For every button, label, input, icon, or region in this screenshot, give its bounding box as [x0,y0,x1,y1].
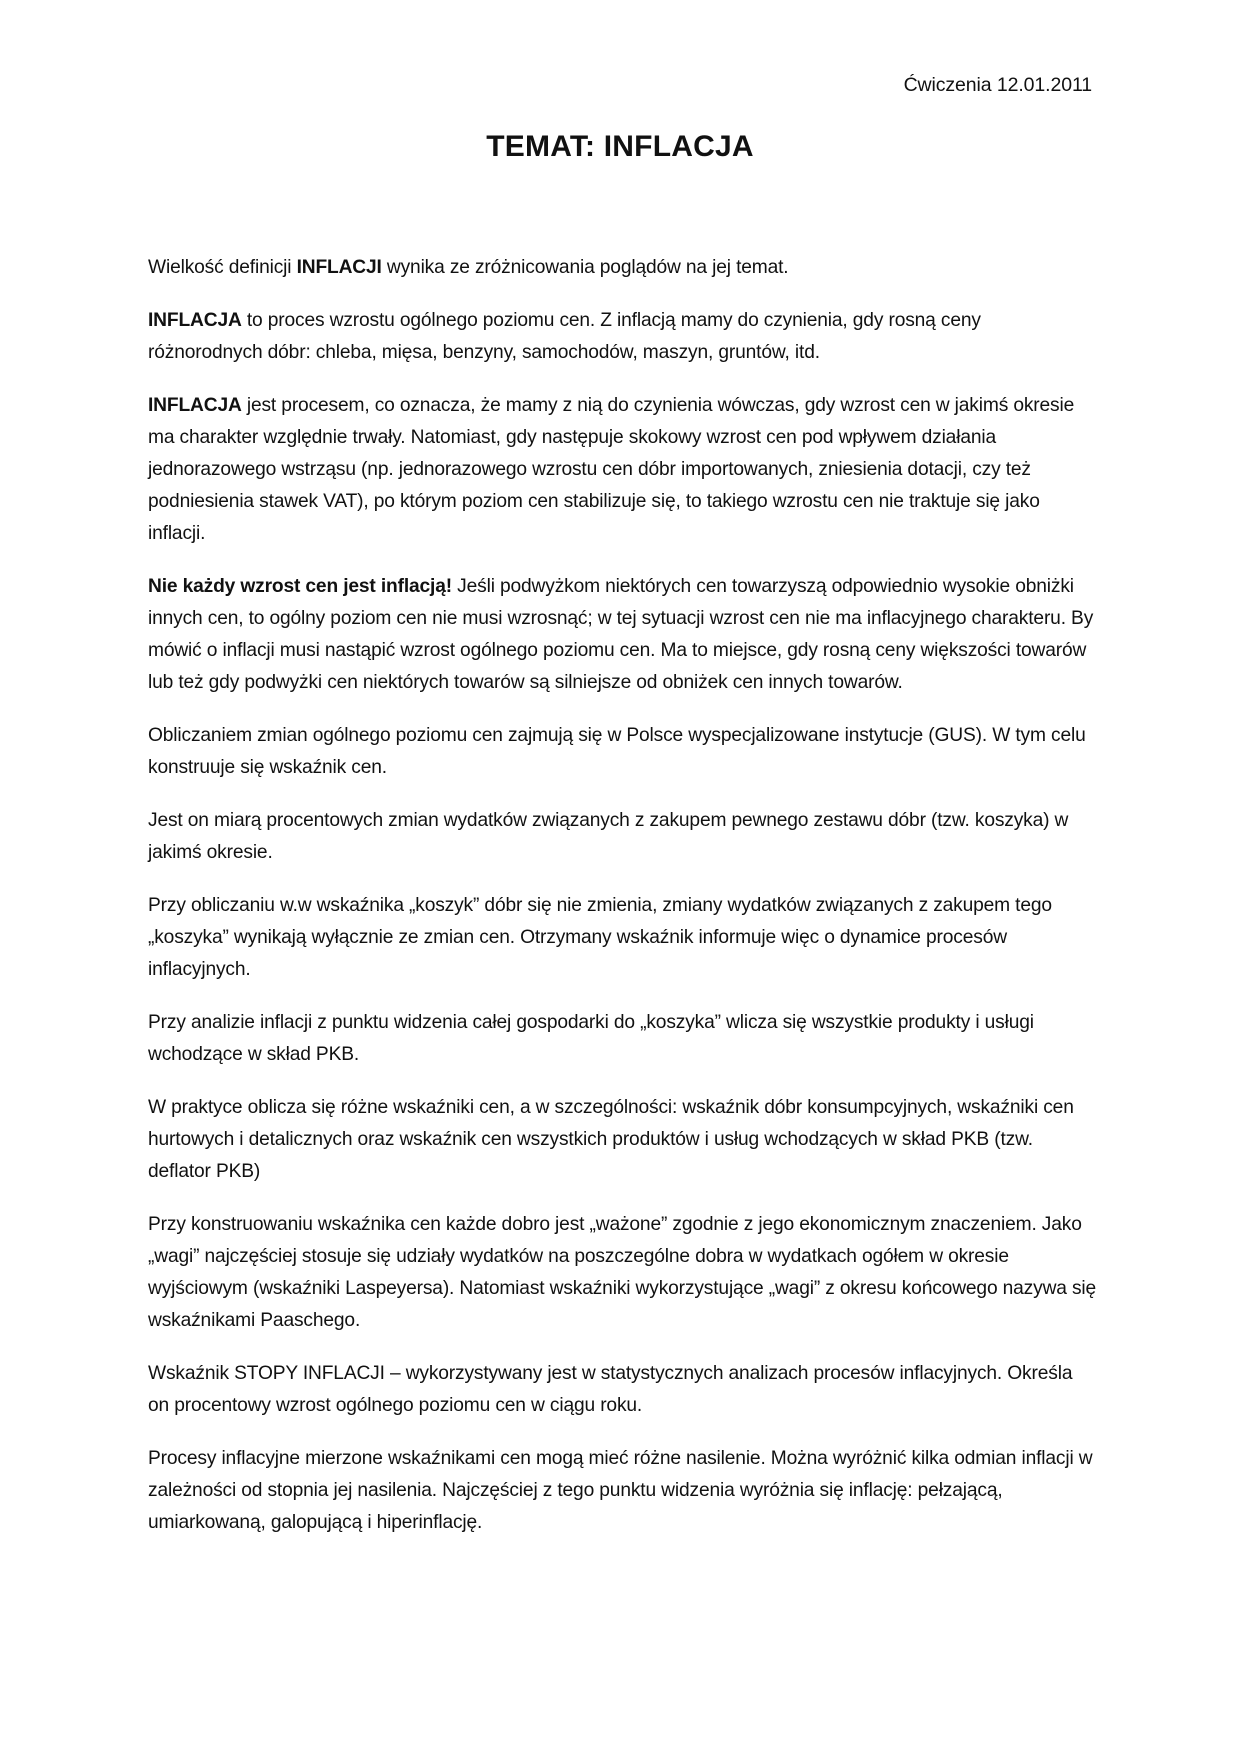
document-body [148,252,1098,1560]
paragraph-price-indices: W praktyce oblicza się różne wskaźniki cen, a w szczególności: wskaźnik dóbr konsumpcyjnych, wskaźniki cen hurtowych i detalicznych oraz wskaźnik cen wszystkich produktów i usług wchodzących w skład PKB (tzw. deflator PKB) [148,1097,1074,1182]
paragraph-definition-intro [148,252,1098,284]
paragraph-inflation-rate: Wskaźnik STOPY INFLACJI – wykorzystywany jest w statystycznych analizach procesów inflacyjnych. Określa on procentowy wzrost ogólnego poziomu cen w ciągu roku. [148,1363,1073,1416]
paragraph-bold-term: INFLACJA [148,310,242,331]
paragraph-text: Wielkość definicji [148,257,297,278]
paragraph-basket-measure: Jest on miarą procentowych zmian wydatków związanych z zakupem pewnego zestawu dóbr (tzw. koszyka) w jakimś okresie. [148,810,1069,863]
paragraph-gus: Obliczaniem zmian ogólnego poziomu cen zajmują się w Polsce wyspecjalizowane instytucje (GUS). W tym celu konstruuje się wskaźnik cen. [148,725,1086,778]
paragraph-bold-term: INFLACJI [296,257,382,278]
paragraph-whole-economy: Przy analizie inflacji z punktu widzenia całej gospodarki do „koszyka” wlicza się wszystkie produkty i usługi wchodzące w skład PKB. [148,1012,1034,1065]
paragraph-not-every-increase [148,571,1098,699]
paragraph-bold-term: Nie każdy wzrost cen jest inflacją! [148,576,452,597]
paragraph-text: Jeśli podwyżkom niektórych cen towarzyszą odpowiednio wysokie obniżki innych cen, to ogólny poziom cen nie musi wzrosnąć; w tej sytuacji wzrost cen nie ma inflacyjnego charakteru. By mówić o inflacji musi nastąpić wzrost ogólnego poziomu cen. Ma to miejsce, gdy rosną ceny większości towarów lub też gdy podwyżki cen niektórych towarów są silniejsze od obniżek cen innych towarów. [148,576,1094,693]
paragraph-inflation-definition [148,305,1098,369]
paragraph-weights: Przy konstruowaniu wskaźnika cen każde dobro jest „ważone” zgodnie z jego ekonomicznym znaczeniem. Jako „wagi” najczęściej stosuje się udziały wydatków na poszczególne dobra w wydatkach ogółem w okresie wyjściowym (wskaźniki Laspeyersa). Natomiast wskaźniki wykorzystujące „wagi” z okresu końcowego nazywa się wskaźnikami Paaschego. [148,1214,1097,1331]
paragraph-inflation-process [148,390,1098,550]
paragraph-text: to proces wzrostu ogólnego poziomu cen. Z inflacją mamy do czynienia, gdy rosną ceny różnorodnych dóbr: chleba, mięsa, benzyny, samochodów, maszyn, gruntów, itd. [148,310,981,363]
paragraph-inflation-types: Procesy inflacyjne mierzone wskaźnikami cen mogą mieć różne nasilenie. Można wyróżnić kilka odmian inflacji w zależności od stopnia jej nasilenia. Najczęściej z tego punktu widzenia wyróżnia się inflację: pełzającą, umiarkowaną, galopującą i hiperinflację. [148,1448,1093,1533]
paragraph-text: jest procesem, co oznacza, że mamy z nią do czynienia wówczas, gdy wzrost cen w jakimś okresie ma charakter względnie trwały. Natomiast, gdy następuje skokowy wzrost cen pod wpływem działania jednorazowego wstrząsu (np. jednorazowego wzrostu cen dóbr importowanych, zniesienia dotacji, czy też podniesienia stawek VAT), po którym poziom cen stabilizuje się, to takiego wzrostu cen nie traktuje się jako inflacji. [148,395,1075,544]
paragraph-bold-term: INFLACJA [148,395,242,416]
paragraph-basket-constant: Przy obliczaniu w.w wskaźnika „koszyk” dóbr się nie zmienia, zmiany wydatków związanych z zakupem tego „koszyka” wynikają wyłącznie ze zmian cen. Otrzymany wskaźnik informuje więc o dynamice procesów inflacyjnych. [148,895,1052,980]
paragraph-text: wynika ze zróżnicowania poglądów na jej temat. [381,257,789,278]
page-title: TEMAT: INFLACJA [486,130,754,163]
exercise-date: Ćwiczenia 12.01.2011 [903,74,1092,96]
